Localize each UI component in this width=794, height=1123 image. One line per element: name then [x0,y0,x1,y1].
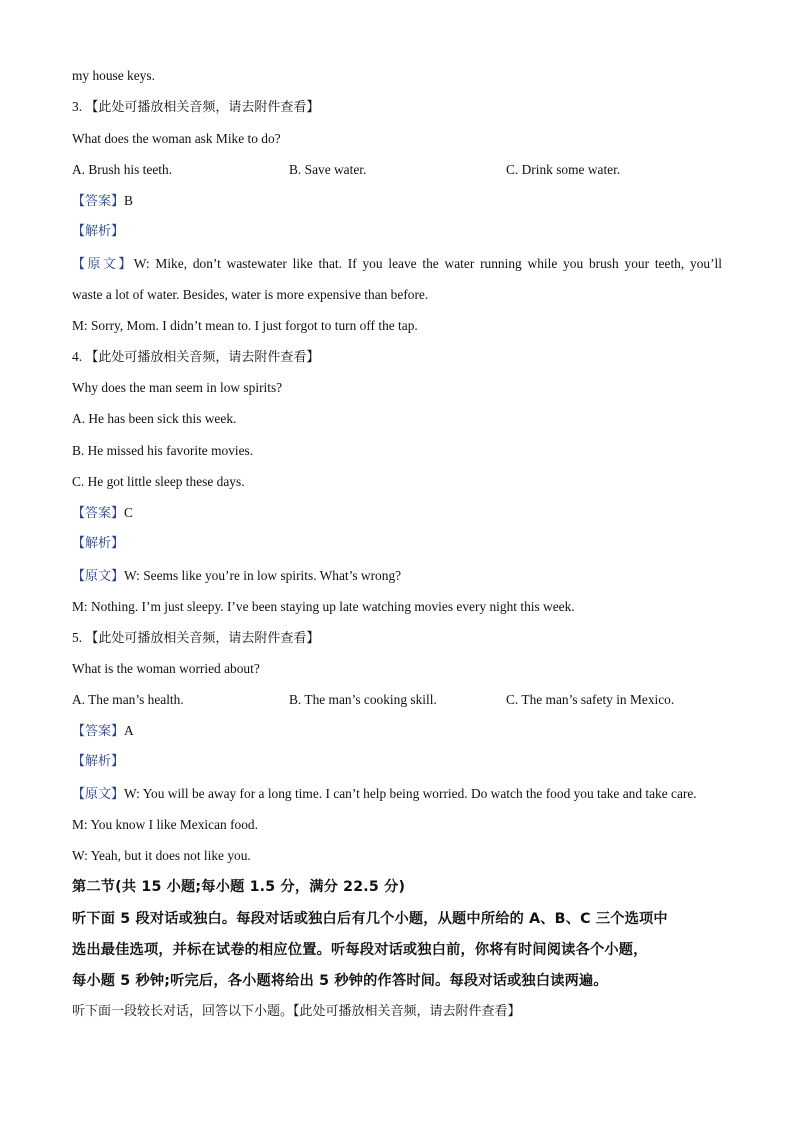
audio-attachment-link[interactable]: 【此处可播放相关音频，请去附件查看】 [85,350,320,365]
question-4-header [72,348,319,367]
option-b: B. He missed his favorite movies. [72,443,254,458]
question-3-options [72,161,732,179]
option-c: C. The man’s safety in Mexico. [506,692,675,707]
transcript-line: waste a lot of water. Besides, water is more expensive than before. [72,287,429,302]
transcript-line: M: You know I like Mexican food. [72,817,258,832]
option-b: B. Save water. [289,162,367,177]
answer-value: C [124,505,133,520]
transcript-line [72,567,401,586]
question-number: 3. [72,99,83,114]
question-3-header [72,98,319,117]
answer-line [72,504,133,523]
transcript-tag: 【原文】 [72,569,125,584]
transcript-text: W: You will be away for a long time. I can’t help being worried. Do watch the food you take and take care. [124,786,697,801]
section-intro-with-audio-link[interactable]: 听下面一段较长对话，回答以下小题。【此处可播放相关音频，请去附件查看】 [72,1004,521,1019]
section-instructions: 选出最佳选项，并标在试卷的相应位置。听每段对话或独白前，你将有时间阅读各个小题， [72,942,648,958]
explanation-tag: 【解析】 [72,536,125,551]
answer-line [72,722,134,741]
question-5-text: What is the woman worried about? [72,661,260,676]
question-3-text: What does the woman ask Mike to do? [72,131,281,146]
question-5-header [72,629,319,648]
option-b: B. The man’s cooking skill. [289,692,437,707]
option-c: C. Drink some water. [506,162,621,177]
transcript-line: M: Nothing. I’m just sleepy. I’ve been staying up late watching movies every night this week. [72,599,575,614]
answer-tag: 【答案】 [72,724,125,739]
option-a: A. He has been sick this week. [72,411,237,426]
question-5-options [72,691,732,709]
answer-value: A [124,723,134,738]
option-a: A. The man’s health. [72,692,184,707]
transcript-tag: 【原文】 [72,787,125,802]
question-number: 5. [72,630,83,645]
section-instructions: 每小题 5 秒钟;听完后，各小题将给出 5 秒钟的作答时间。每段对话或独白读两遍。 [72,973,608,989]
option-a: A. Brush his teeth. [72,162,173,177]
answer-tag: 【答案】 [72,506,125,521]
explanation-tag: 【解析】 [72,754,125,769]
audio-attachment-link[interactable]: 【此处可播放相关音频，请去附件查看】 [85,631,320,646]
text-line: my house keys. [72,68,155,83]
answer-value: B [124,193,133,208]
explanation-tag: 【解析】 [72,224,125,239]
question-4-text: Why does the man seem in low spirits? [72,380,283,395]
transcript-line [72,255,722,274]
transcript-line: M: Sorry, Mom. I didn’t mean to. I just forgot to turn off the tap. [72,318,418,333]
answer-tag: 【答案】 [72,194,125,209]
option-c: C. He got little sleep these days. [72,474,245,489]
transcript-tag: 【原文】 [72,257,134,272]
transcript-text: W: Seems like you’re in low spirits. What’s wrong? [124,568,402,583]
audio-attachment-link[interactable]: 【此处可播放相关音频，请去附件查看】 [85,100,320,115]
question-number: 4. [72,349,83,364]
transcript-text: W: Mike, don’t wastewater like that. If you leave the water running while you brush your teeth, you’ll [133,256,722,271]
section-title: 第二节(共 15 小题;每小题 1.5 分，满分 22.5 分) [72,879,406,895]
transcript-line: W: Yeah, but it does not like you. [72,848,251,863]
transcript-line [72,785,697,804]
answer-line [72,192,133,211]
section-instructions: 听下面 5 段对话或独白。每段对话或独白后有几个小题，从题中所给的 A、B、C 三个选项中 [72,911,668,927]
